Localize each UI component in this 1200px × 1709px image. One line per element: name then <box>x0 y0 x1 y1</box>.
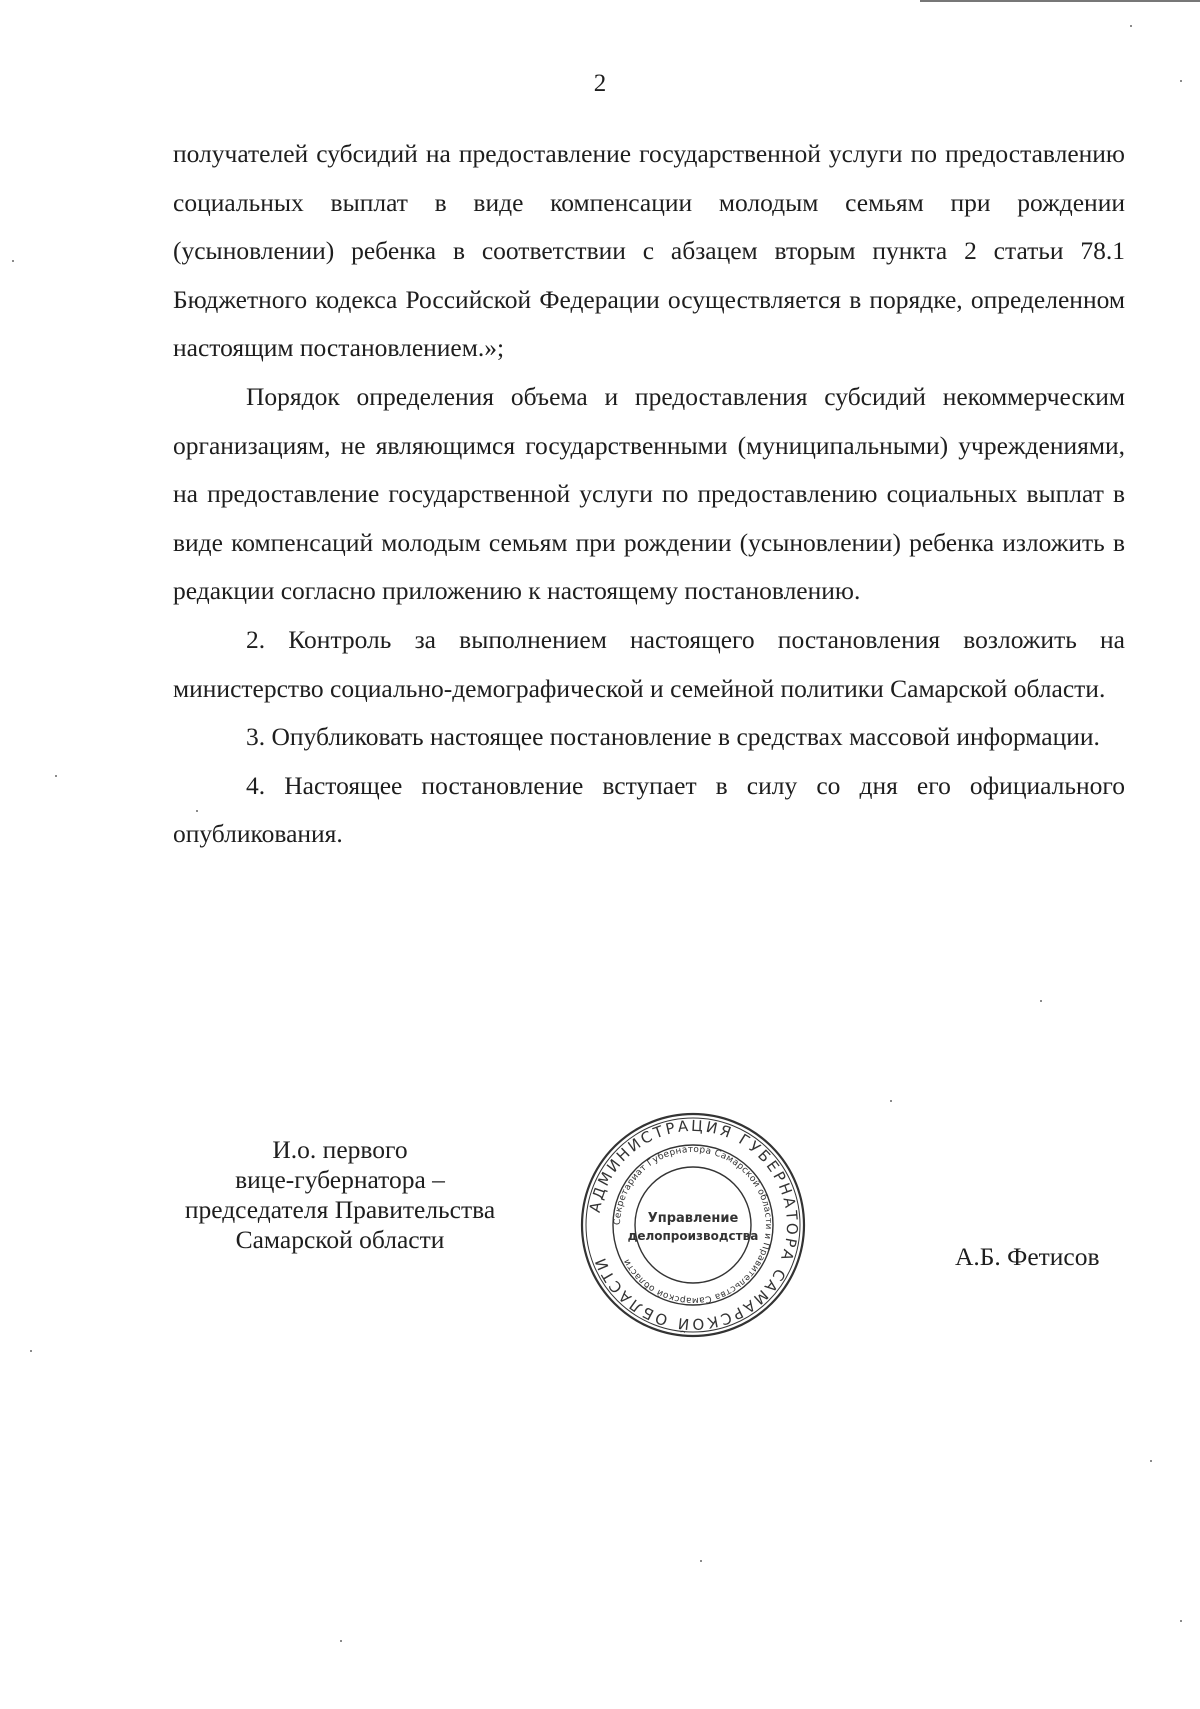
scan-speck <box>55 775 57 777</box>
scan-speck <box>700 1560 702 1562</box>
signatory-name: А.Б. Фетисов <box>955 1242 1100 1271</box>
signatory-title-line: Самарской области <box>235 1225 445 1254</box>
scan-speck <box>1150 1460 1152 1462</box>
stamp-center-line: делопроизводства <box>627 1229 759 1243</box>
scan-edge-line <box>920 0 1200 2</box>
signatory-title-line: председателя Правительства <box>184 1195 496 1224</box>
scan-speck <box>890 1100 892 1102</box>
page-number: 2 <box>593 70 607 97</box>
scan-speck <box>1130 25 1132 27</box>
signatory-title <box>160 1135 520 1255</box>
official-seal-stamp <box>578 1110 808 1340</box>
paragraph-continuation: получателей субсидий на предоставление государственной услуги по предоставлению социальных выплат в виде компенсации молодым семьям при рождении (усыновлении) ребенка в соответствии с абзацем вторым пункта 2 статьи 78.1 Бюджетного кодекса Российской Федерации осуществляется в порядке, определенном настоящим постановлением.»; <box>173 139 1125 363</box>
scan-speck <box>12 260 14 262</box>
stamp-inner-text: Секретариат Губернатора Самарской области и Правительства Самарской области <box>612 1144 774 1306</box>
document-body <box>173 130 1125 859</box>
scan-speck <box>340 1640 342 1642</box>
paragraph-order: Порядок определения объема и предоставления субсидий некоммерческим организациям, не являющимся государственными (муниципальными) учреждениями, на предоставление государственной услуги по предоставлению социальных выплат в виде компенсаций молодым семьям при рождении (усыновлении) ребенка изложить в редакции согласно приложению к настоящему постановлению. <box>173 381 1125 606</box>
stamp-outer-text: АДМИНИСТРАЦИЯ ГУБЕРНАТОРА САМАРСКОЙ ОБЛАСТИ <box>585 1116 802 1334</box>
paragraph-item-2: 2. Контроль за выполнением настоящего постановления возложить на министерство социально-демографической и семейной политики Самарской области. <box>173 624 1125 703</box>
signatory-title-line: И.о. первого <box>272 1135 408 1164</box>
paragraph-item-3: 3. Опубликовать настоящее постановление в средствах массовой информации. <box>246 722 1100 752</box>
scan-speck <box>1040 1000 1042 1002</box>
scan-speck <box>1180 1620 1182 1622</box>
scan-speck <box>196 810 198 812</box>
scan-speck <box>1180 80 1182 82</box>
signatory-title-line: вице-губернатора – <box>235 1165 445 1194</box>
stamp-center-line: Управление <box>647 1211 739 1226</box>
scan-speck <box>30 1350 32 1352</box>
paragraph-item-4: 4. Настоящее постановление вступает в силу со дня его официального опубликования. <box>173 770 1125 849</box>
